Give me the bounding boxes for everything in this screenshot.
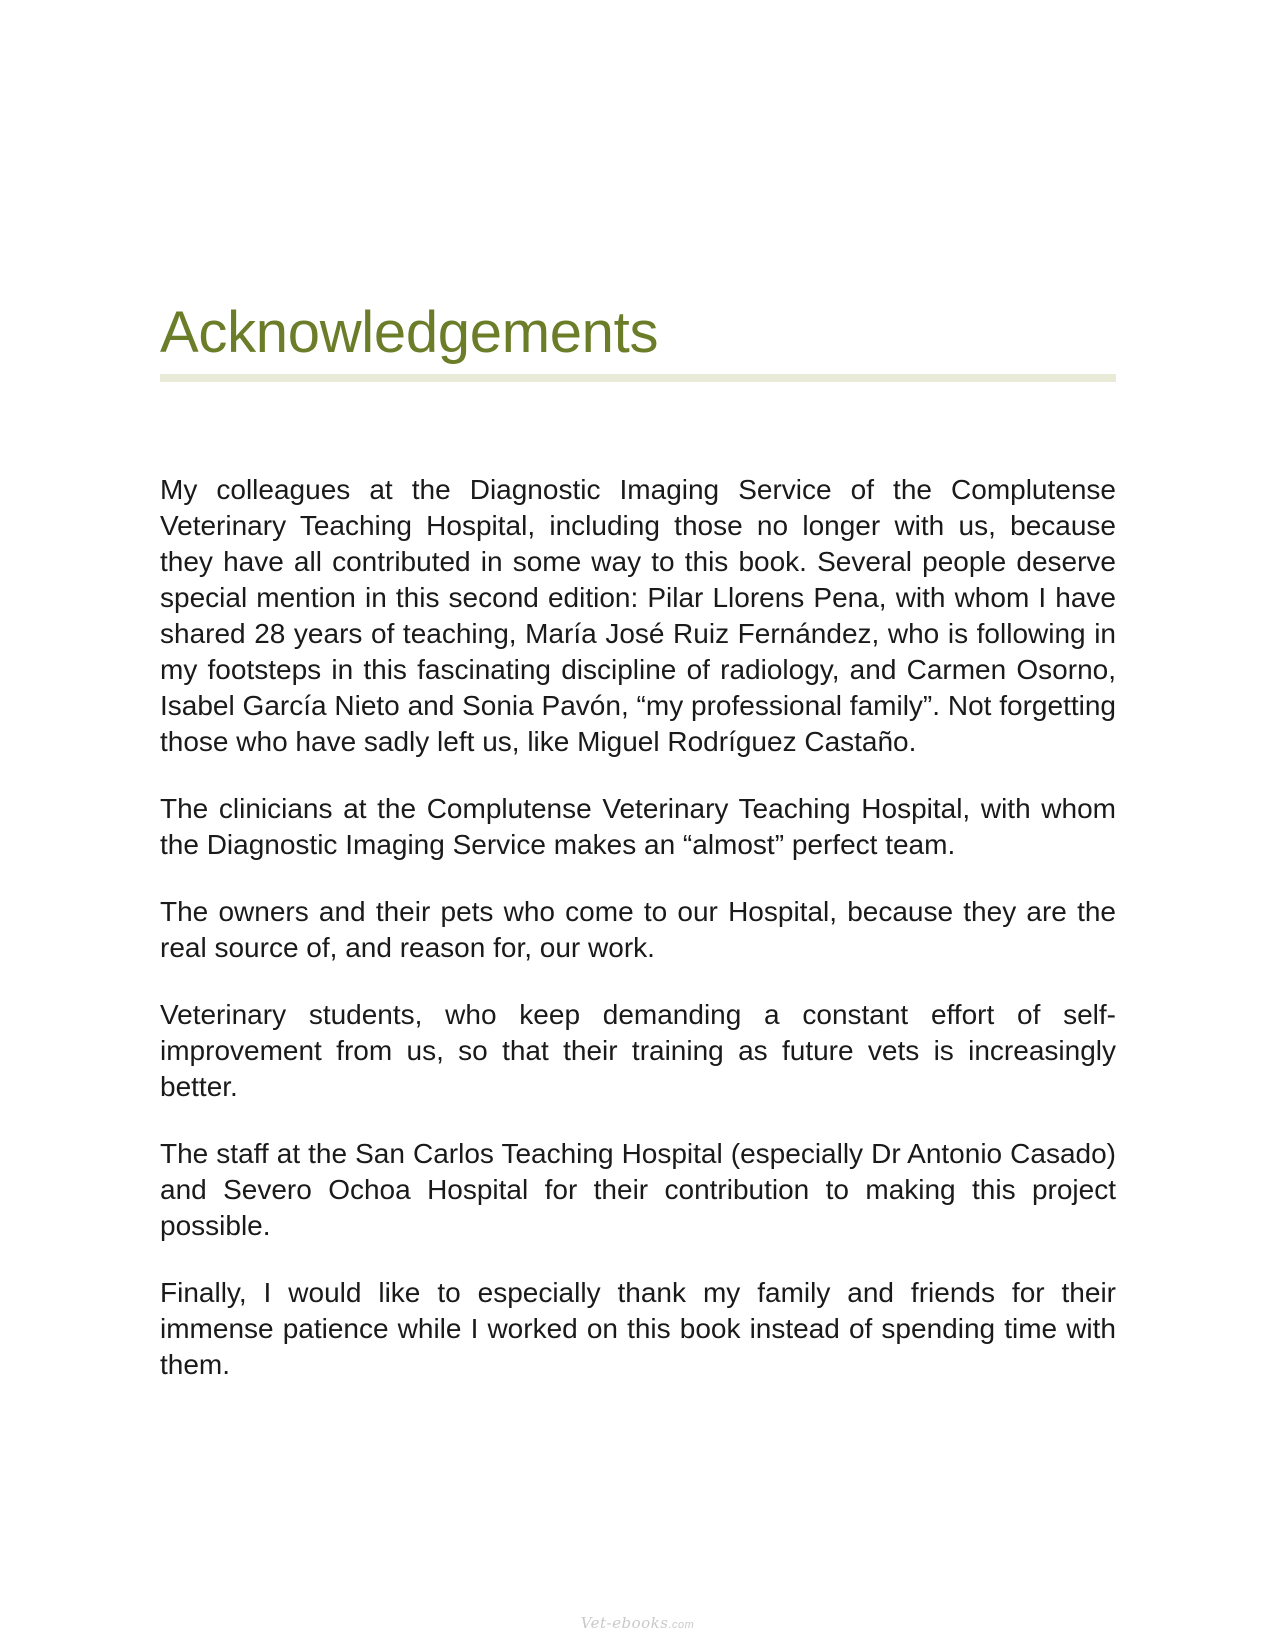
acknowledgements-body [160,472,1116,1414]
paragraph-owners: The owners and their pets who come to our Hospital, because they are the real source of, and reason for, our work. [160,896,1116,963]
paragraph-students: Veterinary students, who keep demanding a constant effort of self-improvement from us, so that their training as future vets is increasingly better. [160,999,1116,1102]
paragraph-clinicians: The clinicians at the Complutense Veterinary Teaching Hospital, with whom the Diagnostic Imaging Service makes an “almost” perfect team. [160,793,1116,860]
watermark-suffix: .com [668,1619,695,1631]
paragraph-hospital-staff: The staff at the San Carlos Teaching Hospital (especially Dr Antonio Casado) and Severo Ochoa Hospital for their contribution to making this project possible. [160,1138,1116,1241]
paragraph-family: Finally, I would like to especially thank my family and friends for their immense patience while I worked on this book instead of spending time with them. [160,1277,1116,1380]
title-underline-rule [160,374,1116,382]
page-title: Acknowledgements [160,300,659,365]
watermark-text: Vet-ebooks [580,1614,669,1632]
watermark-logo [0,1614,1275,1632]
paragraph-colleagues: My colleagues at the Diagnostic Imaging Service of the Complutense Veterinary Teaching Hospital, including those no longer with us, because they have all contributed in some way to this book. Several people deserve special mention in this second edition: Pilar Llorens Pena, with whom I have shared 28 years of teaching, María José Ruiz Fernández, who is following in my footsteps in this fascinating discipline of radiology, and Carmen Osorno, Isabel García Nieto and Sonia Pavón, “my professional family”. Not forgetting those who have sadly left us, like Miguel Rodríguez Castaño. [160,474,1116,757]
